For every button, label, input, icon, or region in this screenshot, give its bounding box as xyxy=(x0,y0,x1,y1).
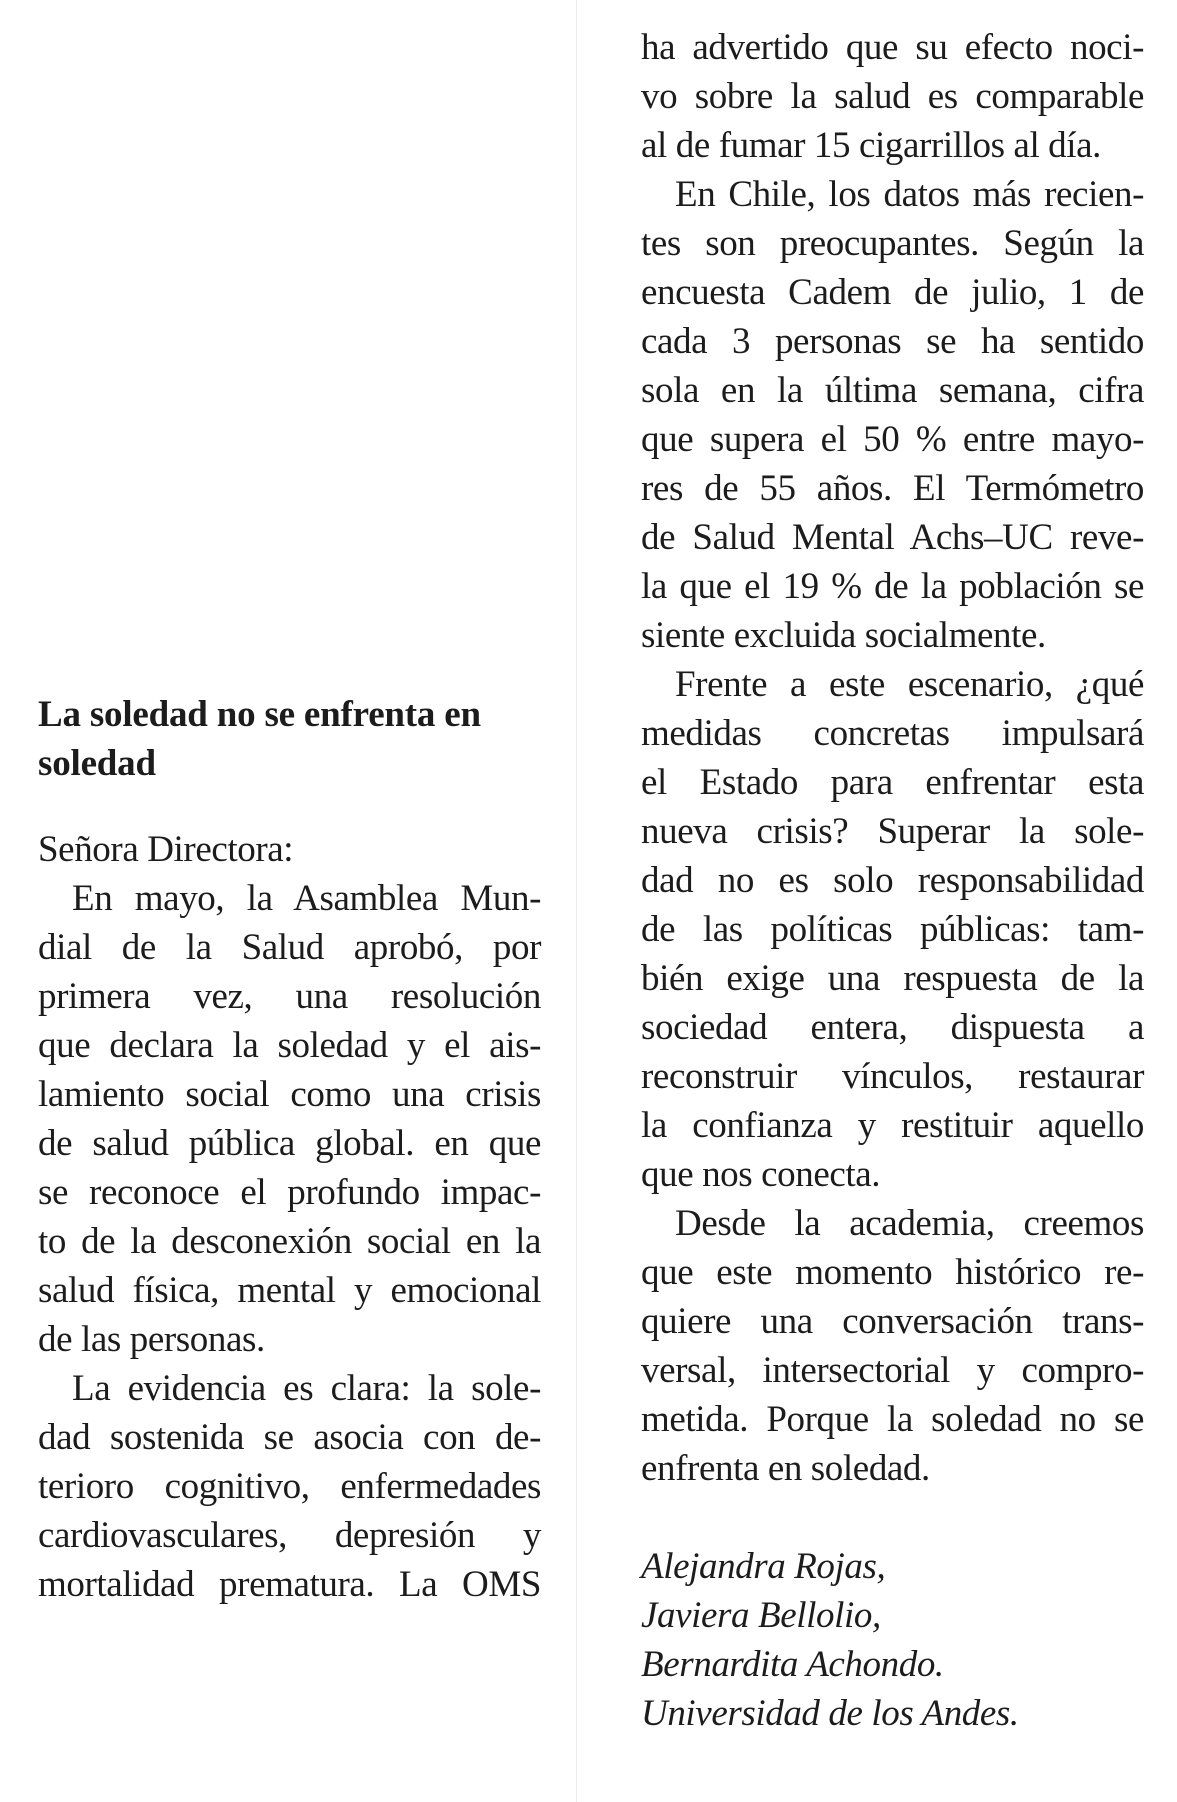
headline-line: La soledad no se enfrenta en xyxy=(38,694,481,735)
column-divider xyxy=(576,0,577,1802)
body-line: ha advertido que su efecto noci- xyxy=(641,27,1144,68)
body-line: dad sostenida se asocia con de- xyxy=(38,1417,541,1458)
body-line: se reconoce el profundo impac- xyxy=(38,1172,541,1213)
body-line: la que el 19 % de la población se xyxy=(641,566,1144,607)
body-line: La evidencia es clara: la sole- xyxy=(72,1368,541,1409)
body-line: de Salud Mental Achs–UC reve- xyxy=(641,517,1144,558)
letter-headline xyxy=(38,690,541,788)
body-line: terioro cognitivo, enfermedades xyxy=(38,1466,541,1507)
body-line: que este momento histórico re- xyxy=(641,1252,1144,1293)
signature-name: Javiera Bellolio, xyxy=(641,1595,881,1636)
body-line: versal, intersectorial y compro- xyxy=(641,1350,1144,1391)
body-line: En Chile, los datos más recien- xyxy=(675,174,1144,215)
right-column xyxy=(641,23,1144,1738)
body-line: cardiovasculares, depresión y xyxy=(38,1515,541,1556)
right-body xyxy=(641,23,1144,1493)
body-line: sociedad entera, dispuesta a xyxy=(641,1007,1144,1048)
body-line: de las personas. xyxy=(38,1319,265,1360)
body-line: la confianza y restituir aquello xyxy=(641,1105,1144,1146)
body-line: bién exige una respuesta de la xyxy=(641,958,1144,999)
body-line: lamiento social como una crisis xyxy=(38,1074,541,1115)
body-line: de las políticas públicas: tam- xyxy=(641,909,1144,950)
body-line: enfrenta en soledad. xyxy=(641,1448,930,1489)
body-line: al de fumar 15 cigarrillos al día. xyxy=(641,125,1102,166)
body-line: metida. Porque la soledad no se xyxy=(641,1399,1144,1440)
body-line: to de la desconexión social en la xyxy=(38,1221,541,1262)
body-line: salud física, mental y emocional xyxy=(38,1270,541,1311)
body-line: reconstruir vínculos, restaurar xyxy=(641,1056,1144,1097)
body-line: medidas concretas impulsará xyxy=(641,713,1144,754)
left-body xyxy=(38,874,541,1609)
left-column xyxy=(38,690,541,1609)
salutation: Señora Directora: xyxy=(38,829,294,870)
signature-block xyxy=(641,1542,1144,1738)
body-line: vo sobre la salud es comparable xyxy=(641,76,1144,117)
headline-line: soledad xyxy=(38,743,156,784)
body-line: que declara la soledad y el ais- xyxy=(38,1025,541,1066)
body-line: siente excluida socialmente. xyxy=(641,615,1046,656)
body-line: el Estado para enfrentar esta xyxy=(641,762,1144,803)
body-line: que nos conecta. xyxy=(641,1154,881,1195)
body-line: En mayo, la Asamblea Mun- xyxy=(72,878,541,919)
body-line: cada 3 personas se ha sentido xyxy=(641,321,1144,362)
body-line: tes son preocupantes. Según la xyxy=(641,223,1144,264)
body-line: primera vez, una resolución xyxy=(38,976,541,1017)
signature-name: Alejandra Rojas, xyxy=(641,1546,886,1587)
body-line: res de 55 años. El Termómetro xyxy=(641,468,1144,509)
body-line: encuesta Cadem de julio, 1 de xyxy=(641,272,1144,313)
body-line: quiere una conversación trans- xyxy=(641,1301,1144,1342)
body-line: nueva crisis? Superar la sole- xyxy=(641,811,1144,852)
body-line: que supera el 50 % entre mayo- xyxy=(641,419,1144,460)
body-line: Desde la academia, creemos xyxy=(675,1203,1144,1244)
body-line: dad no es solo responsabilidad xyxy=(641,860,1144,901)
body-line: de salud pública global. en que xyxy=(38,1123,541,1164)
body-line: dial de la Salud aprobó, por xyxy=(38,927,541,968)
body-line: Frente a este escenario, ¿qué xyxy=(675,664,1144,705)
body-line: sola en la última semana, cifra xyxy=(641,370,1144,411)
signature-affiliation: Universidad de los Andes. xyxy=(641,1693,1019,1734)
body-line: mortalidad prematura. La OMS xyxy=(38,1564,541,1605)
signature-name: Bernardita Achondo. xyxy=(641,1644,944,1685)
